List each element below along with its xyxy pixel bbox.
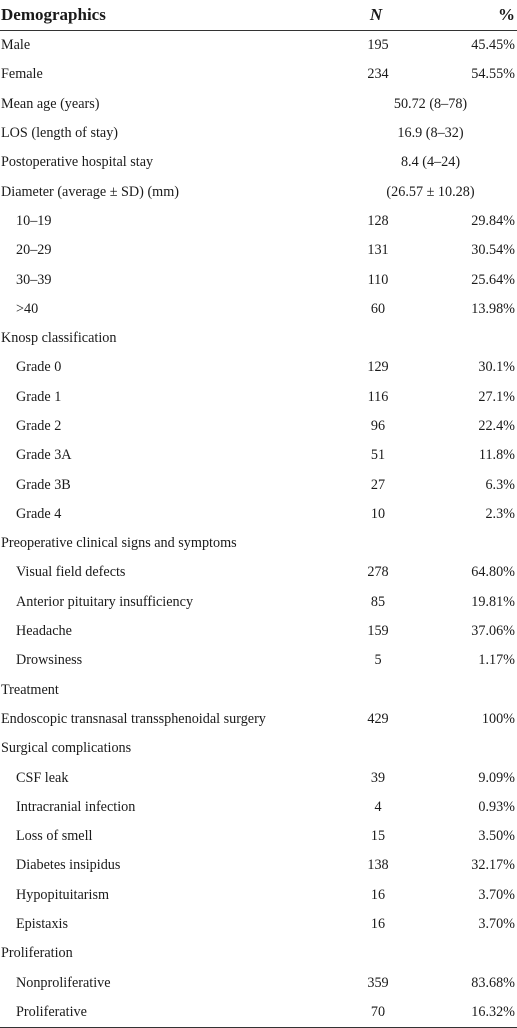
table-row: [0, 90, 517, 119]
section-row: [0, 939, 517, 968]
row-percent: 32.17%: [471, 857, 515, 874]
row-percent: 0.93%: [478, 798, 515, 815]
row-label: >40: [16, 300, 39, 317]
row-percent: 1.17%: [478, 652, 515, 669]
row-n: 4: [374, 798, 382, 815]
row-n: 39: [370, 769, 386, 786]
row-n: 10: [370, 505, 386, 522]
section-row: [0, 734, 517, 763]
row-percent: 45.45%: [471, 37, 515, 54]
row-label: Nonproliferative: [16, 974, 111, 991]
row-label: Hypopituitarism: [16, 886, 110, 903]
row-label: Epistaxis: [16, 916, 69, 933]
header-percent: %: [420, 0, 517, 31]
row-n: 51: [370, 447, 386, 464]
table-header: [0, 0, 517, 31]
row-n: 128: [367, 212, 389, 229]
row-label: CSF leak: [16, 769, 69, 786]
row-n: 131: [367, 242, 389, 259]
row-label: Postoperative hospital stay: [1, 154, 154, 171]
section-row: [0, 676, 517, 705]
row-n: 110: [367, 271, 389, 288]
row-percent: 2.3%: [485, 505, 515, 522]
row-label: Mean age (years): [1, 95, 100, 112]
row-label: 10–19: [16, 212, 52, 229]
row-label: Grade 4: [16, 505, 62, 522]
row-percent: 29.84%: [471, 212, 515, 229]
table-row: [0, 265, 517, 294]
row-n: 359: [367, 974, 389, 991]
row-label: Headache: [16, 623, 72, 640]
row-n: 429: [367, 710, 389, 727]
row-n: 27: [370, 476, 386, 493]
row-n: 16: [370, 916, 386, 933]
row-percent: 64.80%: [471, 564, 515, 581]
row-percent: 16.32%: [420, 998, 517, 1028]
section-row: [0, 529, 517, 558]
table-row: [0, 31, 517, 61]
row-value: 8.4 (4–24): [400, 154, 461, 171]
row-label: 30–39: [16, 271, 52, 288]
row-label: LOS (length of stay): [1, 125, 119, 142]
section-label: Knosp classification: [1, 330, 117, 347]
table-row: [0, 705, 517, 734]
row-n: 138: [367, 857, 389, 874]
table-row: [0, 558, 517, 587]
row-n: 159: [367, 623, 389, 640]
row-label: Visual field defects: [16, 564, 126, 581]
table-row: [0, 441, 517, 470]
row-percent: 30.54%: [471, 242, 515, 259]
section-label: Proliferation: [1, 945, 73, 962]
row-label: Proliferative: [0, 998, 320, 1028]
row-percent: 3.70%: [478, 886, 515, 903]
section-row: [0, 324, 517, 353]
table-row: [0, 617, 517, 646]
table-row: [0, 881, 517, 910]
table-row: [0, 500, 517, 529]
row-percent: 6.3%: [485, 476, 515, 493]
row-percent: 25.64%: [471, 271, 515, 288]
row-n: 116: [367, 388, 389, 405]
section-label: Treatment: [1, 681, 59, 698]
row-label: Endoscopic transnasal transsphenoidal surgery: [1, 710, 266, 727]
row-percent: 27.1%: [478, 388, 515, 405]
table-row: [0, 588, 517, 617]
row-label: Intracranial infection: [16, 798, 136, 815]
row-n: 195: [367, 37, 389, 54]
section-label: Surgical complications: [1, 740, 132, 757]
row-percent: 11.8%: [478, 447, 515, 464]
row-n: 60: [370, 300, 386, 317]
table-row: [0, 295, 517, 324]
row-label: Drowsiness: [16, 652, 83, 669]
row-n: 15: [370, 828, 386, 845]
row-n: 129: [367, 359, 389, 376]
row-label: Grade 0: [16, 359, 62, 376]
table-row: [0, 177, 517, 206]
row-percent: 22.4%: [478, 418, 515, 434]
table-body: [0, 31, 517, 1028]
table-row: [0, 207, 517, 236]
table-row: [0, 353, 517, 382]
header-demographics: Demographics: [0, 0, 320, 31]
row-label: Male: [1, 37, 31, 54]
row-n: 234: [367, 66, 389, 83]
row-label: Grade 3A: [16, 447, 72, 464]
row-n: 96: [370, 418, 386, 434]
table-row: [0, 119, 517, 148]
table-row: [0, 412, 517, 441]
row-label: Loss of smell: [16, 828, 93, 845]
row-percent: 19.81%: [471, 593, 515, 610]
row-percent: 54.55%: [471, 66, 515, 83]
table-row: [0, 910, 517, 939]
row-percent: 30.1%: [478, 359, 515, 376]
table-row: [0, 236, 517, 265]
row-value: (26.57 ± 10.28): [386, 183, 475, 200]
row-label: Female: [1, 66, 43, 83]
row-n: 16: [370, 886, 386, 903]
row-percent: 9.09%: [478, 769, 515, 786]
row-label: Anterior pituitary insufficiency: [16, 593, 194, 610]
table-row: [0, 851, 517, 880]
row-n: 278: [367, 564, 389, 581]
table-row: [0, 646, 517, 675]
row-percent: 100%: [481, 710, 515, 727]
row-label: Diameter (average ± SD) (mm): [1, 183, 179, 200]
table-row: [0, 383, 517, 412]
table-row: [0, 60, 517, 89]
row-label: 20–29: [16, 242, 52, 259]
row-label: Diabetes insipidus: [16, 857, 121, 874]
row-label: Grade 1: [16, 388, 62, 405]
table-row: [0, 148, 517, 177]
row-value: 16.9 (8–32): [397, 125, 464, 142]
row-percent: 3.70%: [478, 916, 515, 933]
table-row: [0, 969, 517, 998]
table-row: [0, 822, 517, 851]
header-row: [0, 0, 517, 31]
table-row: [0, 470, 517, 499]
header-n: N: [320, 0, 420, 31]
table-row: [0, 793, 517, 822]
row-percent: 3.50%: [478, 828, 515, 845]
row-n: 70: [320, 998, 420, 1028]
row-n: 85: [370, 593, 386, 610]
row-percent: 37.06%: [471, 623, 515, 640]
row-label: Grade 3B: [16, 476, 71, 493]
row-label: Grade 2: [16, 418, 62, 434]
section-label: Preoperative clinical signs and symptoms: [1, 535, 237, 552]
row-value: 50.72 (8–78): [393, 95, 468, 112]
row-n: 5: [374, 652, 382, 669]
row-percent: 83.68%: [471, 974, 515, 991]
table-row: [0, 998, 517, 1028]
row-percent: 13.98%: [471, 300, 515, 317]
table-row: [0, 763, 517, 792]
